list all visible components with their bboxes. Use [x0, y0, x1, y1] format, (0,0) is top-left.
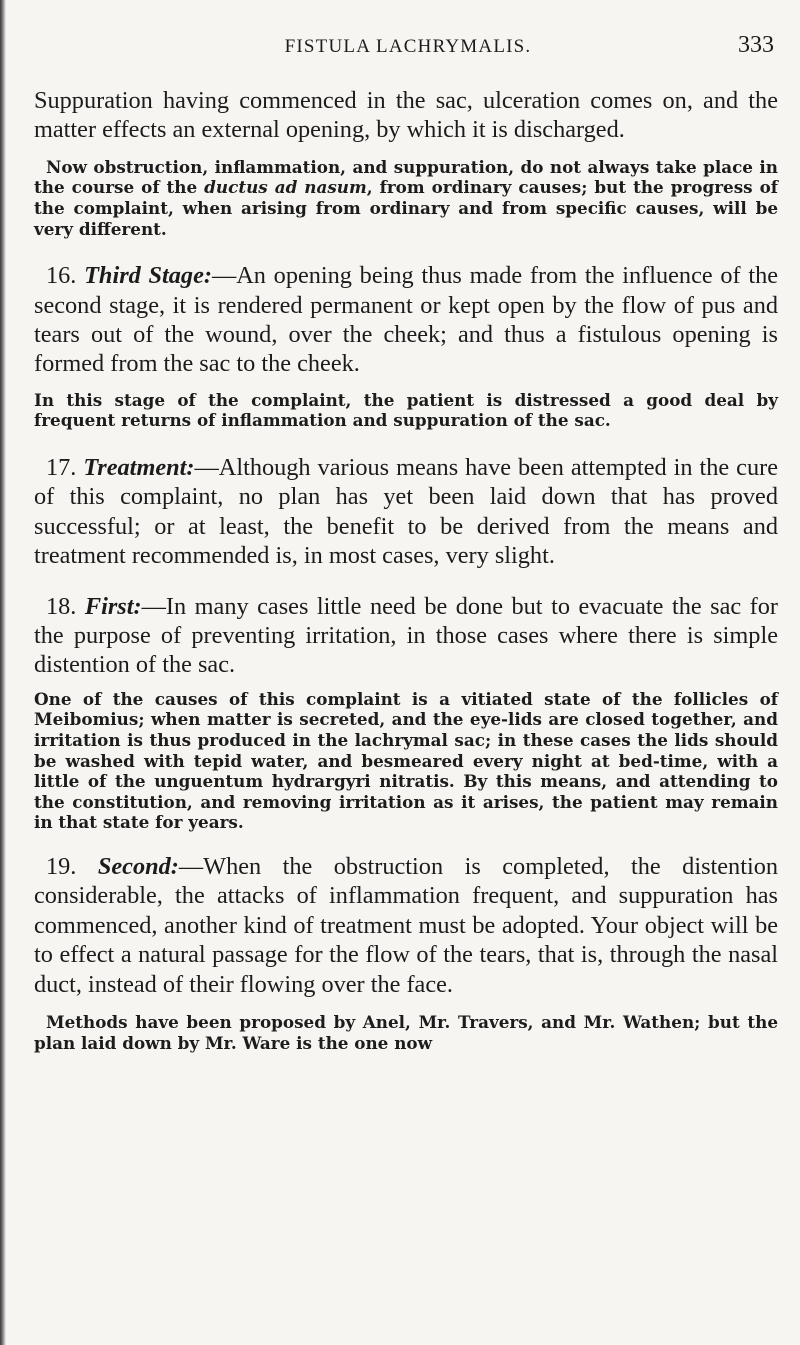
running-head [38, 32, 778, 66]
section-16-title: Third Stage: [84, 262, 212, 290]
section-18-number: 18. [46, 592, 85, 620]
note-third-stage: In this stage of the complaint, the patient is distressed a good deal by frequent returns of inflammation and suppuration of the sac. [34, 389, 778, 431]
page-number: 333 [738, 32, 774, 58]
section-18-text: —In many cases little need be done but to evacuate the sac for the purpose of preventing irritation, in those cases where there is simple distention of the sac. [34, 592, 779, 679]
section-17 [34, 453, 778, 571]
section-17-number: 17. [46, 454, 84, 481]
body-text [34, 86, 778, 1053]
note-obstruction: Now obstruction, inflammation, and suppuration, do not always take place in the course of the ductus ad nasum, from ordinary causes; but the progress of the complaint, when arising from ordinary and from specific causes, will be very different. [34, 156, 778, 239]
section-17-text: —Although various means have been attempted in the cure of this complaint, no plan has yet been laid down that has proved successful; or at least, the benefit to be derived from the means and treatment recommended is, in most cases, very slight. [34, 454, 778, 570]
section-18-title: First: [84, 592, 142, 620]
note-meibomius: One of the causes of this complaint is a vitiated state of the follicles of Meibomius; when matter is secreted, and the eye-lids are closed together, and irritation is thus produced in the lachrymal sac; in these cases the lids should be washed with tepid water, and besmeared every night at bed-time, with a little of the unguentum hydrargyri nitratis. By this means, and attending to the constitution, and removing irritation as it arises, the patient may remain in that state for years. [34, 688, 778, 833]
note-methods: Methods have been proposed by Anel, Mr. Travers, and Mr. Wathen; but the plan laid down by Mr. Ware is the one now [34, 1012, 778, 1053]
binding-edge [0, 0, 6, 1345]
section-18 [34, 592, 778, 680]
section-16-number: 16. [46, 262, 85, 290]
section-17-title: Treatment: [83, 454, 195, 481]
note-latin-term: ductus ad nasum [204, 177, 367, 198]
section-19-number: 19. [46, 853, 98, 880]
section-16-text: —An opening being thus made from the influence of the second stage, it is rendered permanent or kept open by the flow of pus and tears out of the wound, over the cheek; and thus a fistulous opening is formed from the sac to the cheek. [34, 262, 779, 378]
running-title: FISTULA LACHRYMALIS. [284, 36, 532, 57]
section-16 [34, 261, 778, 379]
section-19-title: Second: [97, 853, 179, 880]
paragraph-suppuration: Suppuration having commenced in the sac, ulceration comes on, and the matter effects an external opening, by which it is discharged. [34, 87, 778, 144]
section-19-text: —When the obstruction is completed, the distention considerable, the attacks of inflammation frequent, and suppuration has commenced, another kind of treatment must be adopted. Your object will be to effect a natural passage for the flow of the tears, that is, through the nasal duct, instead of their flowing over the face. [34, 853, 778, 998]
section-19 [34, 852, 778, 999]
